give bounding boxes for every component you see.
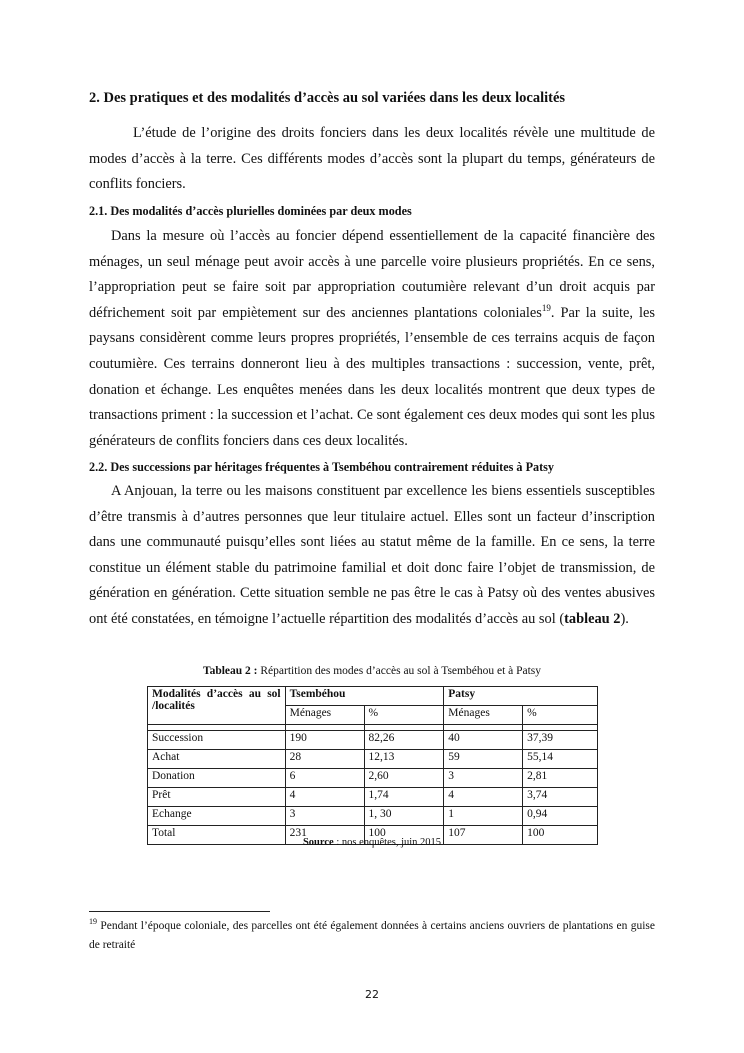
table-row bbox=[148, 769, 598, 788]
footnote bbox=[89, 917, 655, 955]
section-title: 2. Des pratiques et des modalités d’accès au sol variées dans les deux localités bbox=[89, 90, 566, 106]
row-label: Prêt bbox=[148, 788, 286, 807]
row-label: Echange bbox=[148, 807, 286, 826]
subsection-title-2-1: 2.1. Des modalités d’accès plurielles dominées par deux modes bbox=[89, 204, 412, 218]
footnote-reference: 19 bbox=[541, 302, 551, 313]
table-row bbox=[148, 750, 598, 769]
subsection-2-2-paragraph bbox=[89, 479, 655, 633]
column-header-patsy: Patsy bbox=[444, 687, 598, 706]
cell-value: 28 bbox=[285, 750, 364, 769]
cell-value: 1, 30 bbox=[364, 807, 444, 826]
table-header-row bbox=[148, 687, 598, 706]
cell-value: 1,74 bbox=[364, 788, 444, 807]
row-label: Succession bbox=[148, 731, 286, 750]
table-row bbox=[148, 788, 598, 807]
table-source bbox=[0, 837, 744, 848]
sub1-text-a: Dans la mesure où l’accès au foncier dépend essentiellement de la capacité financière des ménages, un seul ménage peut avoir accès à une parcelle voire plusieurs propriétés. En ce sens, l’appropriation peut se faire soit par appropriation coutumière relevant d’un droit acquis par défrichement soit par empiètement sur des anciennes plantations coloniales bbox=[89, 228, 655, 321]
cell-value: 0,94 bbox=[523, 807, 598, 826]
table-caption-text: Répartition des modes d’accès au sol à Tsembéhou et à Patsy bbox=[257, 665, 542, 677]
column-header-tsembehou: Tsembéhou bbox=[285, 687, 444, 706]
footnote-text: Pendant l’époque coloniale, des parcelles ont été également données à certains anciens ouvriers de plantations en guise de retraité bbox=[89, 920, 655, 951]
cell-value: 3,74 bbox=[523, 788, 598, 807]
cell-value: 2,81 bbox=[523, 769, 598, 788]
cell-value: 4 bbox=[444, 788, 523, 807]
cell-value: 59 bbox=[444, 750, 523, 769]
cell-value: 1 bbox=[444, 807, 523, 826]
page-number: 22 bbox=[365, 988, 379, 1001]
intro-paragraph bbox=[89, 121, 655, 198]
table-row bbox=[148, 807, 598, 826]
cell-value: 100 bbox=[523, 826, 598, 845]
footnote-number: 19 bbox=[89, 917, 97, 927]
table-caption bbox=[0, 665, 744, 677]
access-modes-table bbox=[147, 686, 598, 845]
sub1-text-b: . Par la suite, les paysans considèrent comme leurs propres propriétés, l’ensemble de ces terrains acquis de façon coutumière. Ces terrains donneront lieu à des multiples transactions : succession, vente, prêt, donation et échange. Les enquêtes menées dans les deux localités montrent que deux types de transactions priment : la succession et l’achat. Ce sont également ces deux modes qui sont les plus générateurs de conflits fonciers dans ces deux localités. bbox=[89, 304, 655, 449]
intro-text: L’étude de l’origine des droits fonciers dans les deux localités révèle une multitude de modes d’accès à la terre. Ces différents modes d’accès sont la plupart du temps, générateurs de conflits fonciers. bbox=[89, 125, 655, 193]
source-label: Source bbox=[302, 837, 334, 848]
row-label: Total bbox=[148, 826, 286, 845]
table-row bbox=[148, 731, 598, 750]
table-caption-label: Tableau 2 : bbox=[202, 665, 258, 677]
cell-value: 190 bbox=[285, 731, 364, 750]
sub2-text-b: ). bbox=[620, 610, 629, 627]
cell-value: 2,60 bbox=[364, 769, 444, 788]
source-text: : nos enquêtes, juin 2015 bbox=[333, 837, 442, 848]
subheader-menages: Ménages bbox=[285, 706, 364, 725]
sub2-text-a: A Anjouan, la terre ou les maisons constituent par excellence les biens essentiels susceptibles d’être transmis à d’autres personnes que leur titulaire actuel. Elles sont un facteur d’inscription dans une communauté puisqu’elles sont liées au statut même de la famille. En ce sens, la terre constitue un élément stable du patrimoine familial et doit donc faire l’objet de transmission, de génération en génération. Cette situation semble ne pas être le cas à Patsy où des ventes abusives ont été constatées, en témoigne l’actuelle répartition des modalités d’accès au sol ( bbox=[89, 483, 655, 627]
cell-value: 4 bbox=[285, 788, 364, 807]
subheader-percent: % bbox=[364, 706, 444, 725]
row-label: Donation bbox=[148, 769, 286, 788]
cell-value: 82,26 bbox=[364, 731, 444, 750]
cell-value: 6 bbox=[285, 769, 364, 788]
cell-value: 231 bbox=[285, 826, 364, 845]
row-label: Achat bbox=[148, 750, 286, 769]
subsection-2-1-paragraph bbox=[89, 224, 655, 454]
cell-value: 107 bbox=[444, 826, 523, 845]
table-reference: tableau 2 bbox=[564, 610, 621, 627]
cell-value: 3 bbox=[444, 769, 523, 788]
cell-value: 40 bbox=[444, 731, 523, 750]
cell-value: 55,14 bbox=[523, 750, 598, 769]
footnote-divider bbox=[89, 911, 270, 912]
cell-value: 37,39 bbox=[523, 731, 598, 750]
table-corner-header: Modalités d’accès au sol /localités bbox=[148, 687, 286, 725]
subheader-menages: Ménages bbox=[444, 706, 523, 725]
cell-value: 12,13 bbox=[364, 750, 444, 769]
cell-value: 3 bbox=[285, 807, 364, 826]
subsection-title-2-2: 2.2. Des successions par héritages fréquentes à Tsembéhou contrairement réduites à Patsy bbox=[89, 460, 555, 474]
subheader-percent: % bbox=[523, 706, 598, 725]
cell-value: 100 bbox=[364, 826, 444, 845]
